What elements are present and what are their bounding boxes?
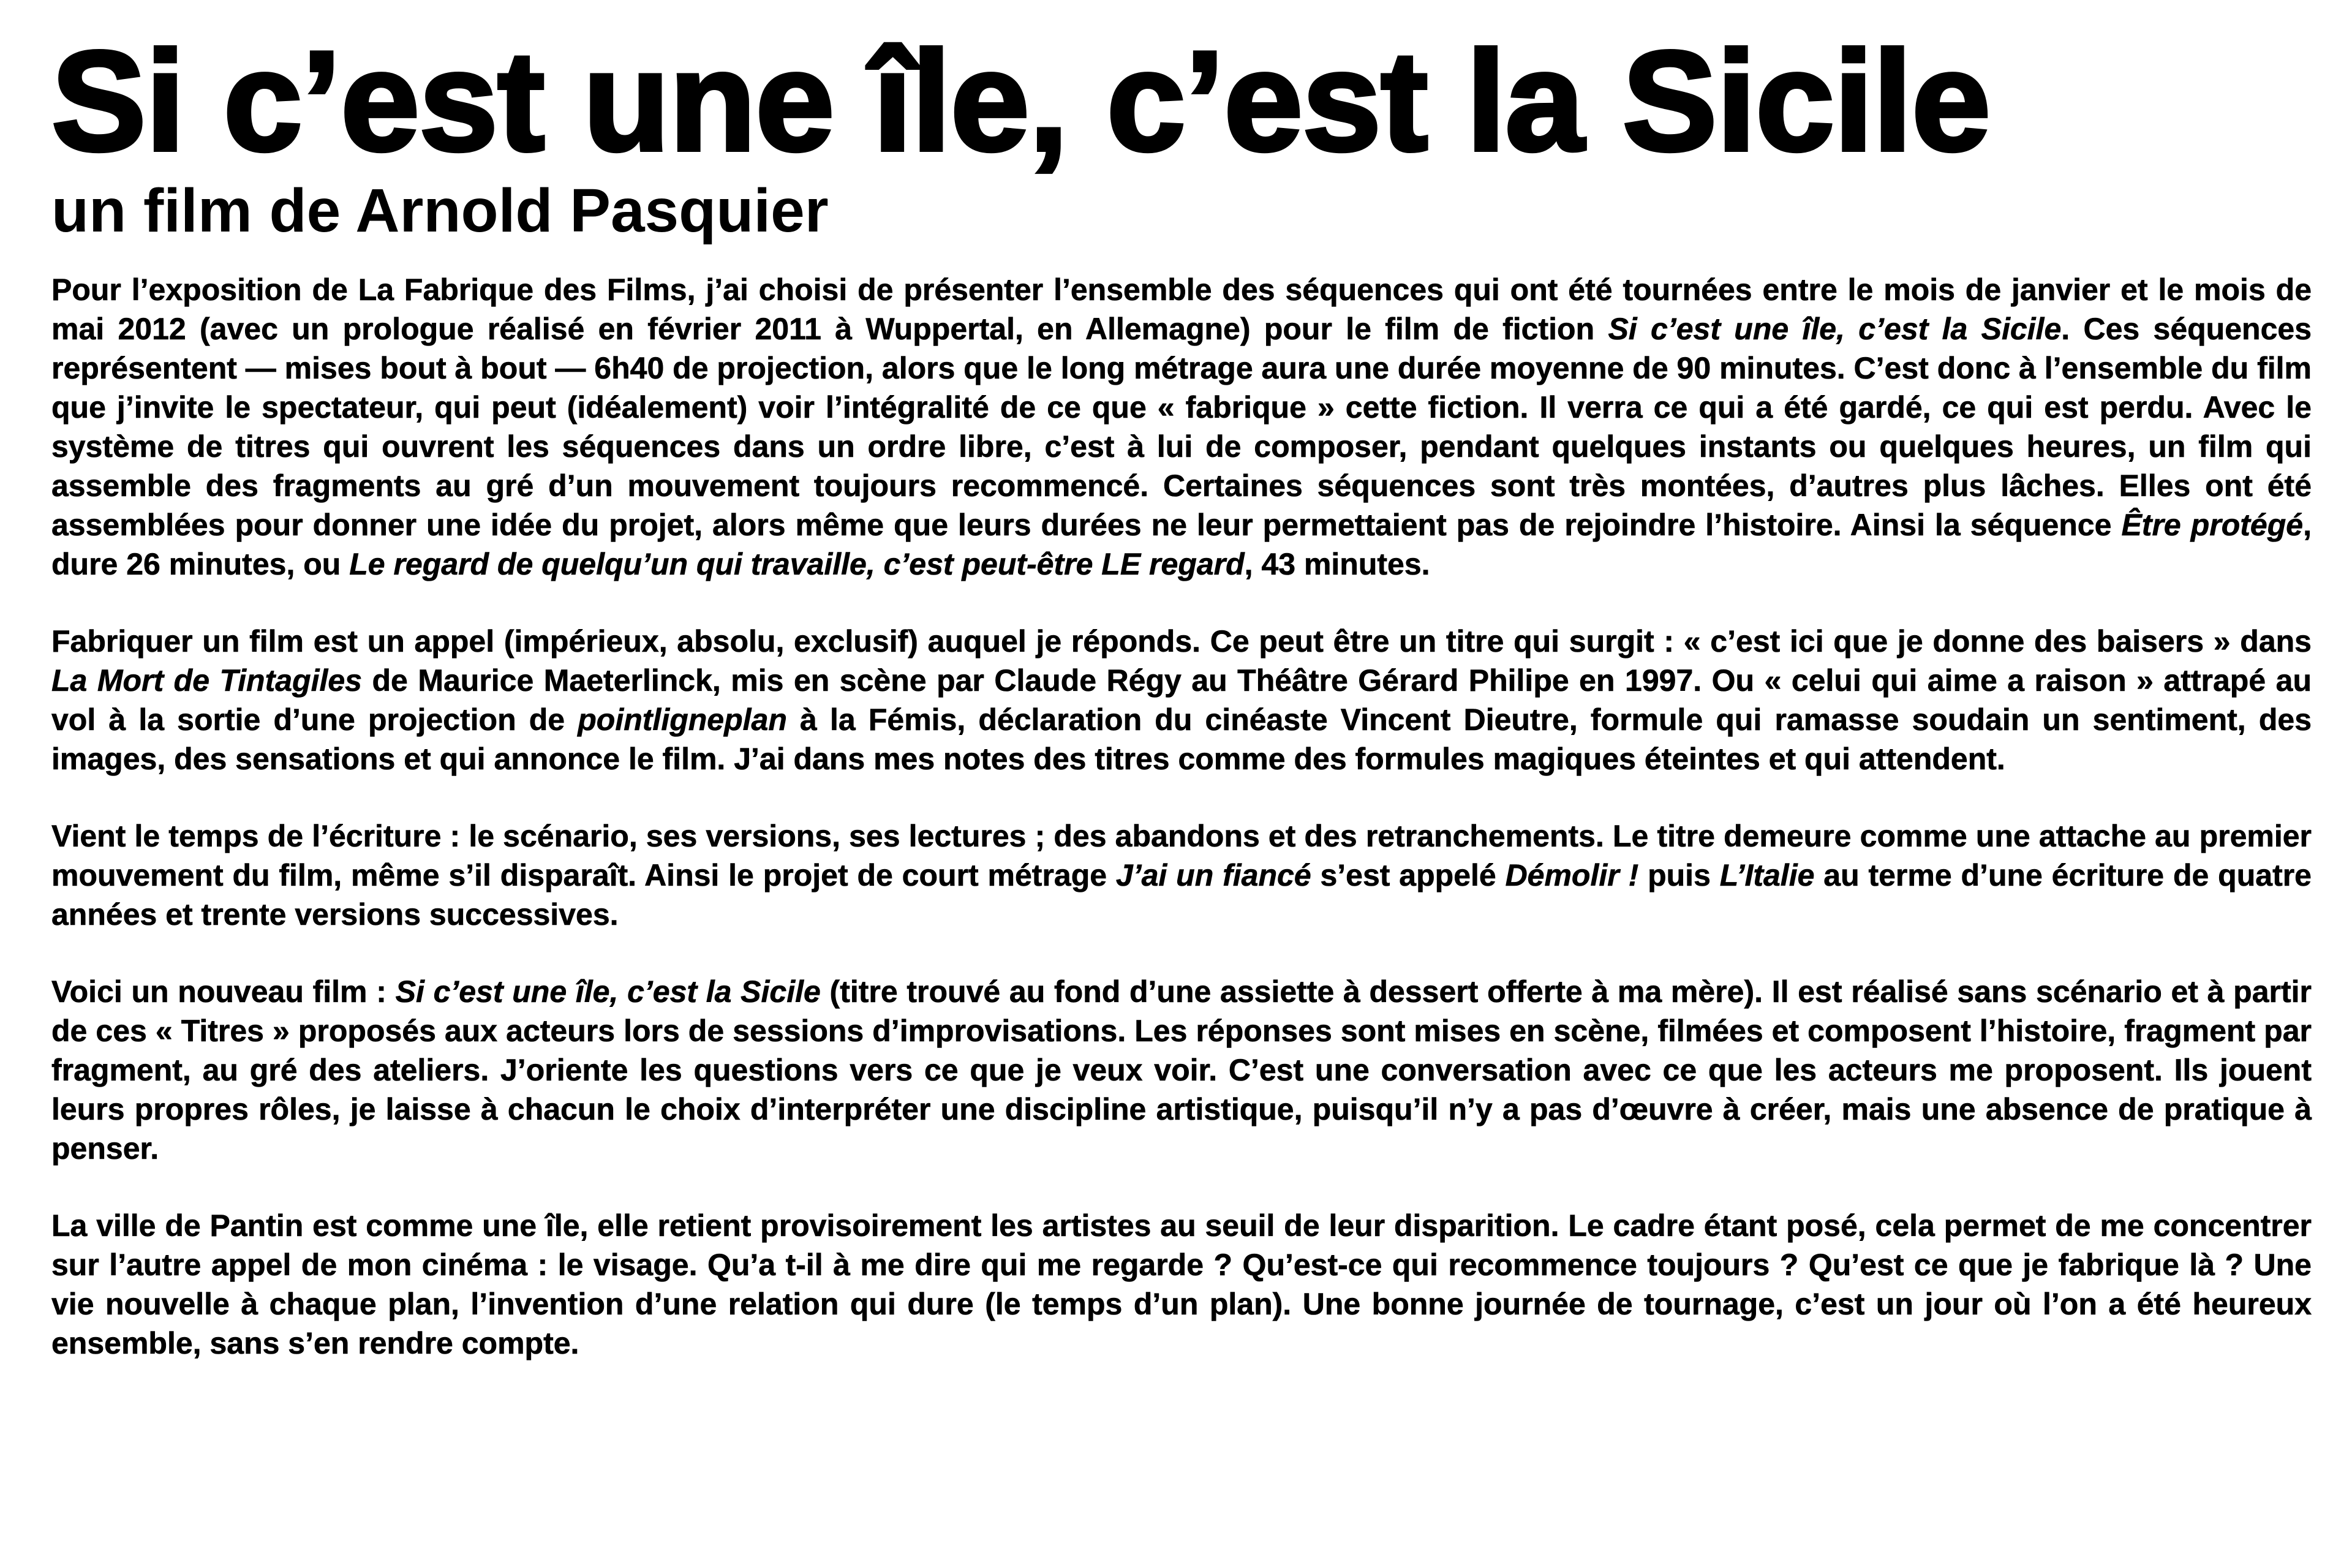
- paragraph-3: [51, 816, 2312, 934]
- italic-title-run: J’ai un fiancé: [1115, 858, 1311, 892]
- text-run: Fabriquer un film est un appel (impérieux, absolu, exclusif) auquel je réponds. Ce peut être un titre qui surgit : « c’est ici que je donne des baisers » dans: [51, 624, 2312, 658]
- text-run: de Maurice Maeterlinck, mis en scène par Claude Régy au Théâtre Gérard Philipe en 1997. Ou « celui qui aime a raison » attrapé au vol à la sortie d’une projection de: [51, 663, 2312, 737]
- text-run: , 43 minutes.: [1244, 547, 1430, 581]
- italic-title-run: La Mort de Tintagiles: [51, 663, 362, 698]
- body-text: [51, 270, 2312, 1363]
- italic-title-run: Si c’est une île, c’est la Sicile: [395, 974, 821, 1009]
- text-run: . Ces séquences représentent — mises bout à bout — 6h40 de projection, alors que le long métrage aura une durée moyenne de 90 minutes. C’est donc à l’ensemble du film que j’invite le spectateur, qui peut (idéalement) voir l’intégralité de ce que « fabrique » cette fiction. Il verra ce qui a été gardé, ce qui est perdu. Avec le système de titres qui ouvrent les séquences dans un ordre libre, c’est à lui de composer, pendant quelques instants ou quelques heures, un film qui assemble des fragments au gré d’un mouvement toujours recommencé. Certaines séquences sont très montées, d’autres plus lâches. Elles ont été assemblées pour donner une idée du projet, alors même que leurs durées ne leur permettaient pas de rejoindre l’histoire. Ainsi la séquence: [51, 312, 2312, 542]
- page-title: Si c’est une île, c’est la Sicile: [51, 22, 1991, 181]
- italic-title-run: L’Italie: [1719, 858, 1815, 892]
- text-run: Pour l’exposition de La Fabrique des Films, j’ai choisi de présenter l’ensemble des séquences qui ont été tournées entre le mois de janvier et le mois de mai 2012 (avec un prologue réalisé en février 2011 à Wuppertal, en Allemagne) pour le film de fiction: [51, 273, 2312, 346]
- text-run: , dure 26 minutes, ou: [51, 508, 2312, 581]
- text-run: au terme d’une écriture de quatre années et trente versions successives.: [51, 858, 2312, 932]
- text-run: (titre trouvé au fond d’une assiette à dessert offerte à ma mère). Il est réalisé sans scénario et à partir de ces « Titres » proposés aux acteurs lors de sessions d’improvisations. Les réponses sont mises en scène, filmées et composent l’histoire, fragment par fragment, au gré des ateliers. J’oriente les questions vers ce que je veux voir. C’est une conversation avec ce que les acteurs me proposent. Ils jouent leurs propres rôles, je laisse à chacun le choix d’interpréter une discipline artistique, puisqu’il n’y a pas d’œuvre à créer, mais une absence de pratique à penser.: [51, 974, 2312, 1166]
- page-subtitle: un film de Arnold Pasquier: [51, 176, 829, 245]
- paragraph-1: [51, 270, 2312, 584]
- text-run: Voici un nouveau film :: [51, 974, 396, 1009]
- text-run: s’est appelé: [1311, 858, 1506, 892]
- text-run: La ville de Pantin est comme une île, elle retient provisoirement les artistes au seuil de leur disparition. Le cadre étant posé, cela permet de me concentrer sur l’autre appel de mon cinéma : le visage. Qu’a t-il à me dire qui me regarde ? Qu’est-ce qui recommence toujours ? Qu’est ce que je fabrique là ? Une vie nouvelle à chaque plan, l’invention d’une relation qui dure (le temps d’un plan). Une bonne journée de tournage, c’est un jour où l’on a été heureux ensemble, sans s’en rendre compte.: [51, 1208, 2312, 1360]
- italic-title-run: Le regard de quelqu’un qui travaille, c’est peut-être LE regard: [349, 547, 1245, 581]
- paragraph-5: [51, 1206, 2312, 1363]
- text-run: à la Fémis, déclaration du cinéaste Vincent Dieutre, formule qui ramasse soudain un sentiment, des images, des sensations et qui annonce le film. J’ai dans mes notes des titres comme des formules magiques éteintes et qui attendent.: [51, 703, 2312, 776]
- italic-title-run: Être protégé: [2121, 508, 2304, 542]
- italic-title-run: pointligneplan: [578, 703, 787, 737]
- italic-title-run: Si c’est une île, c’est la Sicile: [1608, 312, 2062, 346]
- paragraph-4: [51, 972, 2312, 1168]
- text-run: Vient le temps de l’écriture : le scénario, ses versions, ses lectures ; des abandons et des retranchements. Le titre demeure comme une attache au premier mouvement du film, même s’il disparaît. Ainsi le projet de court métrage: [51, 819, 2312, 892]
- document-page: [51, 22, 2312, 1401]
- italic-title-run: Démolir !: [1505, 858, 1639, 892]
- text-run: puis: [1638, 858, 1720, 892]
- paragraph-2: [51, 622, 2312, 778]
